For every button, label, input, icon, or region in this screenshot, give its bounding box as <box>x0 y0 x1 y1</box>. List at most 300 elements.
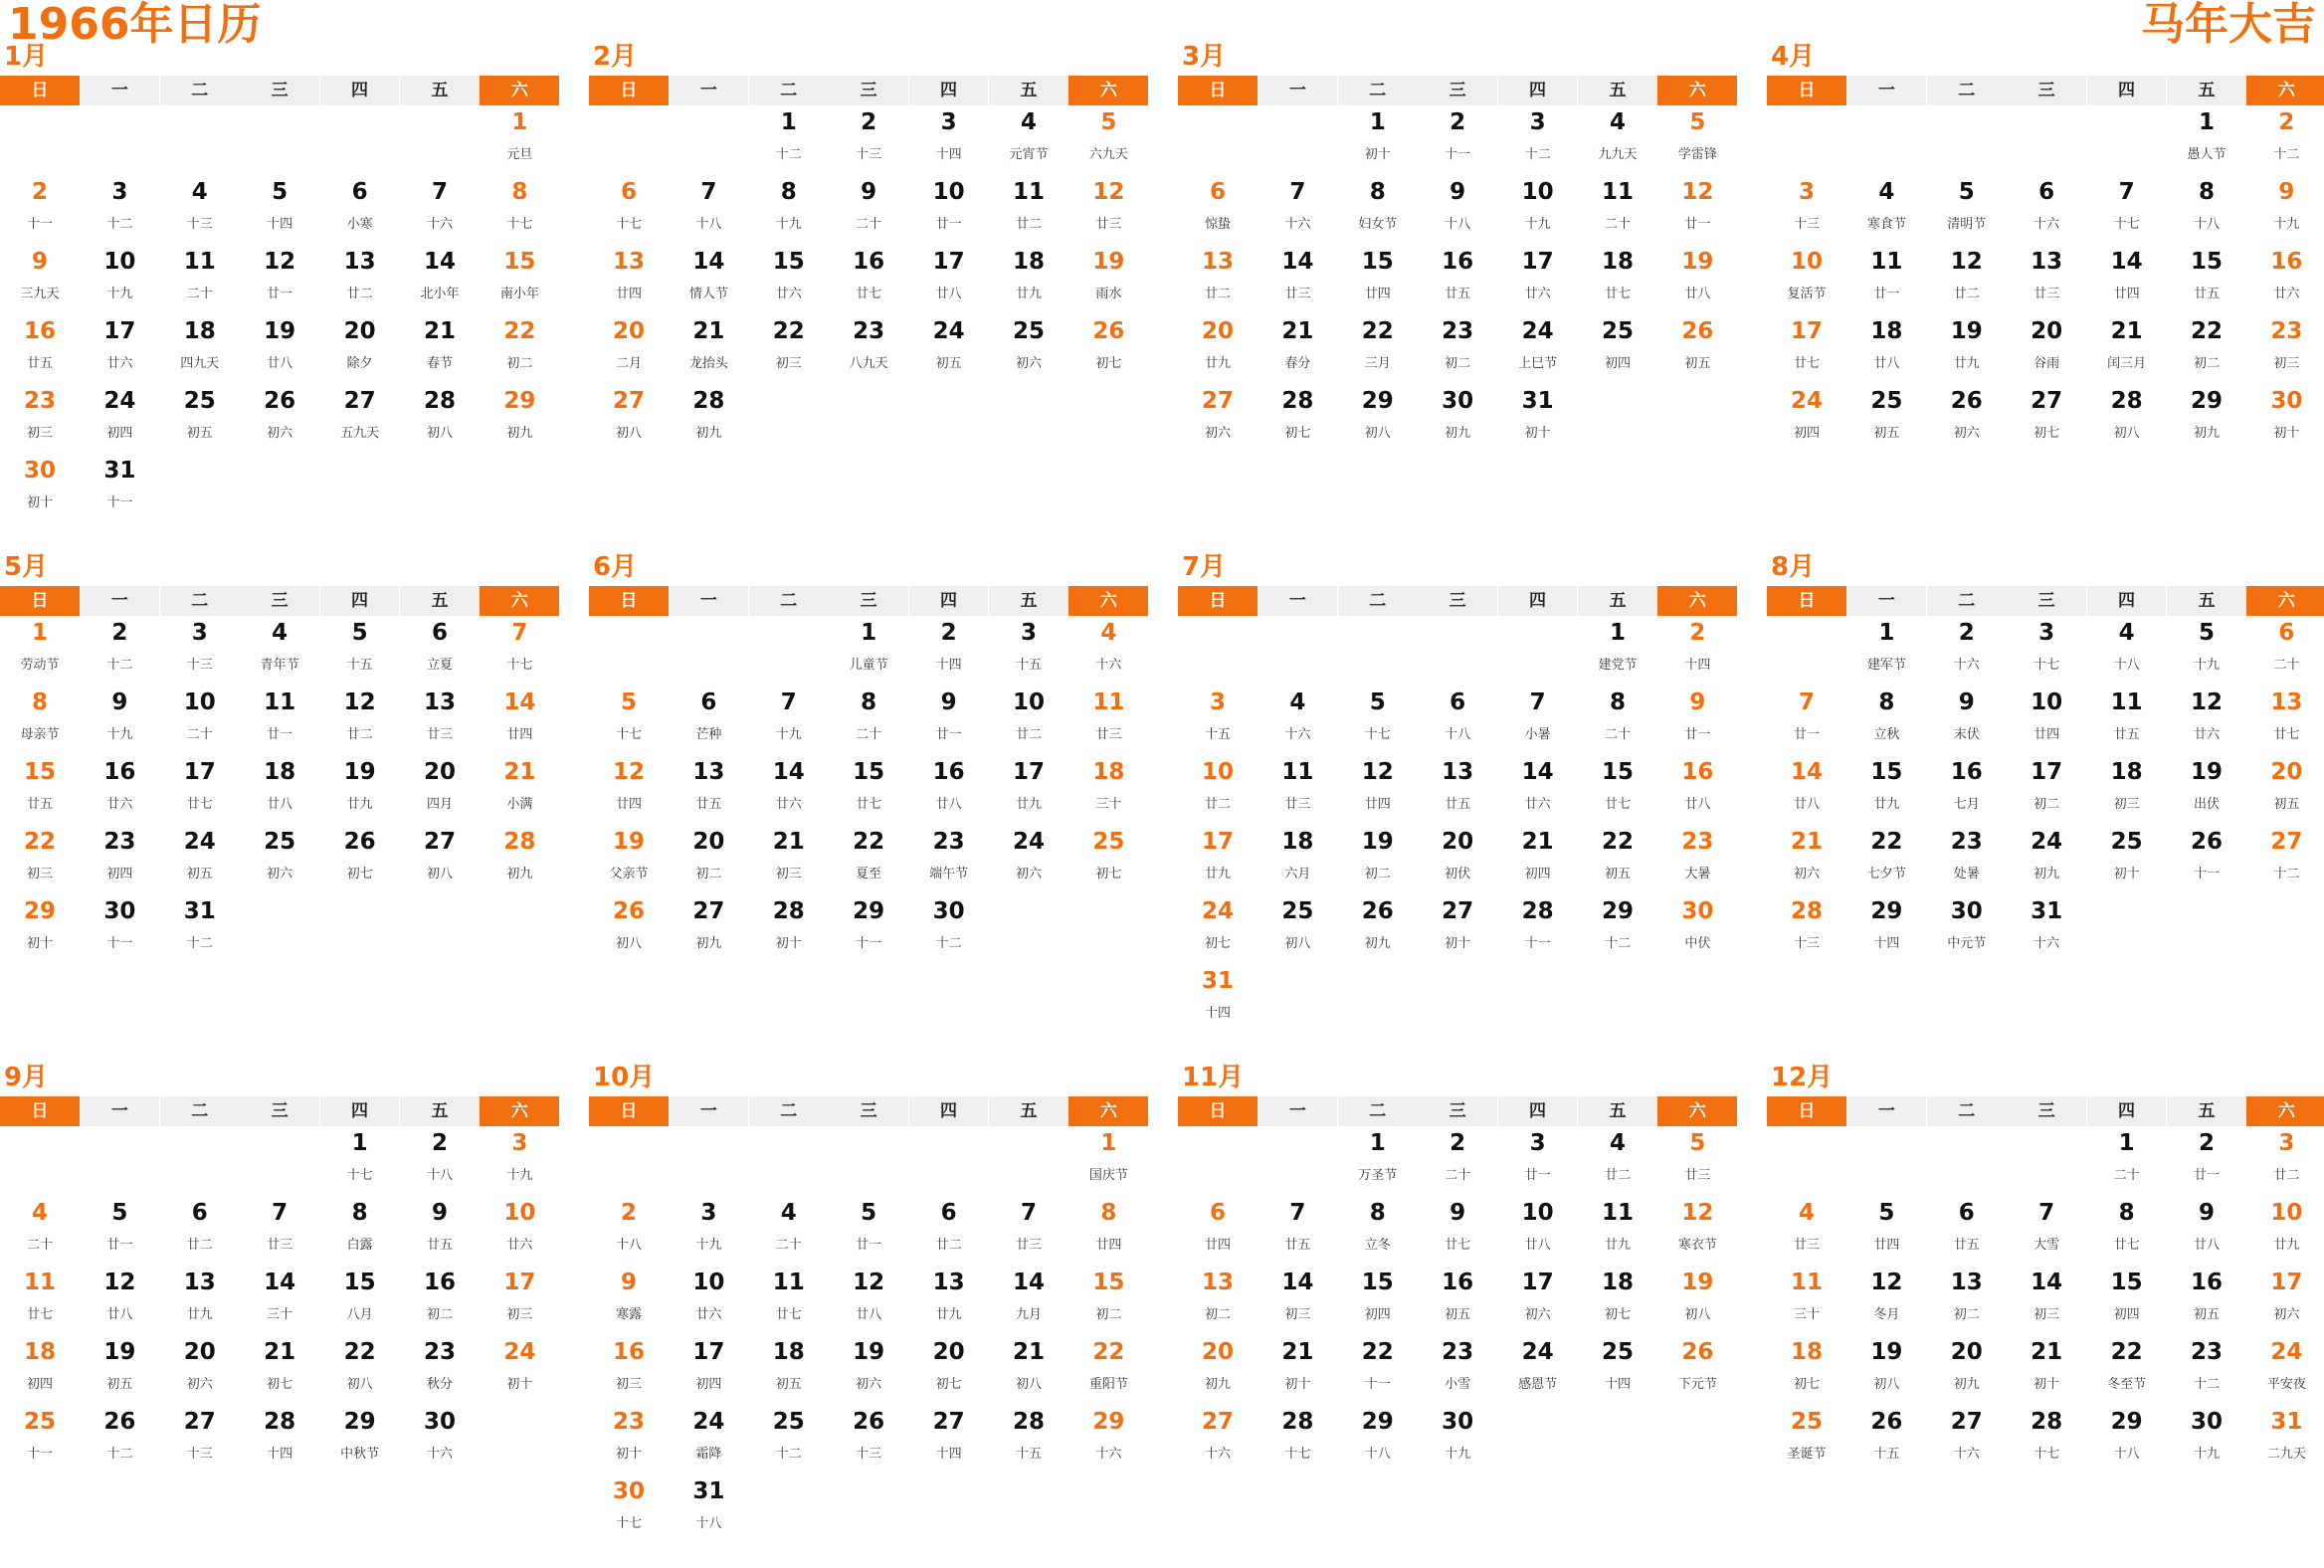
lunar-date: 十七 <box>506 658 533 673</box>
weekday-header: 六 <box>1657 76 1737 105</box>
weekday-header: 五 <box>400 1096 480 1126</box>
lunar-date: 廿八 <box>267 797 293 812</box>
day-number: 10 <box>1012 689 1045 715</box>
day-cell <box>0 454 80 523</box>
day-number: 23 <box>612 1409 645 1435</box>
day-number: 3 <box>1209 689 1226 715</box>
day-number: 19 <box>343 759 376 785</box>
day-cell <box>589 755 669 825</box>
day-number: 2 <box>620 1200 637 1226</box>
day-cell <box>2087 1405 2167 1474</box>
day-number: 25 <box>2110 829 2143 855</box>
day-cell <box>400 314 480 384</box>
lunar-date: 廿三 <box>1793 1238 1820 1253</box>
lunar-date: 十一 <box>26 217 53 232</box>
day-number: 5 <box>861 1200 877 1226</box>
day-number: 16 <box>1442 249 1474 275</box>
day-cell <box>1767 175 1846 245</box>
lunar-date: 初八 <box>426 867 453 882</box>
lunar-date: 廿九 <box>935 1307 962 1322</box>
day-cell <box>1927 1405 2007 1474</box>
day-number: 7 <box>780 689 797 715</box>
day-cell <box>909 755 989 825</box>
day-cell <box>669 175 748 245</box>
day-cell <box>1178 964 1258 1034</box>
day-number: 14 <box>2031 1270 2063 1295</box>
day-number: 10 <box>1521 1200 1554 1226</box>
lunar-date: 十八 <box>695 217 722 232</box>
day-number: 21 <box>772 829 805 855</box>
weekday-header: 五 <box>2167 76 2246 105</box>
weekday-header: 三 <box>2007 586 2086 616</box>
day-number: 23 <box>853 318 885 344</box>
day-number: 18 <box>183 318 216 344</box>
lunar-date: 小雪 <box>1445 1377 1471 1392</box>
day-number: 15 <box>23 759 56 785</box>
day-number: 12 <box>853 1270 885 1295</box>
day-cell <box>749 894 829 964</box>
lunar-date: 初三 <box>2113 797 2140 812</box>
lunar-date: 廿五 <box>695 797 722 812</box>
lunar-date: 闰三月 <box>2107 356 2147 371</box>
day-number: 17 <box>503 1270 536 1295</box>
day-number: 2 <box>940 620 957 646</box>
lunar-date: 十四 <box>267 1447 293 1462</box>
weekday-header: 六 <box>1657 1096 1737 1126</box>
weekday-header: 日 <box>1767 1096 1846 1126</box>
day-number: 27 <box>2270 829 2303 855</box>
day-cell <box>1767 1266 1846 1335</box>
day-cell <box>2246 1335 2324 1405</box>
day-cell <box>240 1196 319 1266</box>
day-cell <box>2167 245 2246 314</box>
day-cell <box>80 686 159 755</box>
day-number: 3 <box>2278 1130 2295 1156</box>
lunar-date: 初三 <box>26 426 53 441</box>
day-cell <box>80 1266 159 1335</box>
weekday-header: 二 <box>1338 76 1418 105</box>
day-number: 12 <box>1092 179 1125 205</box>
day-number: 28 <box>264 1409 296 1435</box>
lunar-date: 廿九 <box>1873 797 1900 812</box>
lunar-date: 二九天 <box>2266 1447 2306 1462</box>
day-cell <box>160 1266 240 1335</box>
day-cell <box>2246 1126 2324 1196</box>
lunar-date: 初九 <box>1953 1377 1980 1392</box>
day-cell <box>160 245 240 314</box>
day-cell <box>989 1196 1068 1266</box>
lunar-date: 初九 <box>695 426 722 441</box>
lunar-date: 初五 <box>186 867 213 882</box>
lunar-date: 廿四 <box>2034 727 2060 742</box>
day-cell <box>829 175 908 245</box>
day-number: 23 <box>1950 829 1983 855</box>
lunar-date: 十一 <box>26 1447 53 1462</box>
day-cell <box>2246 245 2324 314</box>
lunar-date: 八九天 <box>849 356 888 371</box>
lunar-date: 二十 <box>26 1238 53 1253</box>
weekday-header: 三 <box>2007 76 2086 105</box>
weekday-header: 三 <box>1418 586 1497 616</box>
lunar-date: 北小年 <box>420 287 460 301</box>
day-cell <box>1657 175 1737 245</box>
day-number: 27 <box>1950 1409 1983 1435</box>
lunar-date: 龙抬头 <box>688 356 728 371</box>
lunar-date: 中元节 <box>1947 936 1987 951</box>
day-number: 25 <box>1601 318 1634 344</box>
day-cell <box>320 1405 400 1474</box>
day-cell <box>1068 1196 1148 1266</box>
weekday-header: 五 <box>989 76 1068 105</box>
lunar-date: 初十 <box>775 936 802 951</box>
day-cell <box>1498 686 1578 755</box>
day-cell <box>749 105 829 175</box>
weekday-header: 日 <box>0 586 80 616</box>
day-cell <box>589 384 669 454</box>
lunar-date: 十四 <box>1604 1377 1631 1392</box>
day-number: 30 <box>1681 898 1714 924</box>
day-cell <box>1338 1266 1418 1335</box>
lunar-date: 十九 <box>1524 217 1551 232</box>
day-number: 17 <box>1521 1270 1554 1295</box>
lunar-date: 十八 <box>2113 1447 2140 1462</box>
month-8 <box>1767 550 2324 1058</box>
day-number: 10 <box>503 1200 536 1226</box>
day-cell <box>1338 105 1418 175</box>
day-cell <box>160 894 240 964</box>
day-cell <box>1068 1405 1148 1474</box>
lunar-date: 初六 <box>186 1377 213 1392</box>
lunar-date: 初二 <box>1953 1307 1980 1322</box>
lunar-date: 初二 <box>1364 867 1391 882</box>
day-cell <box>320 825 400 894</box>
day-number: 27 <box>1201 388 1234 414</box>
day-number: 22 <box>2190 318 2223 344</box>
weekday-header: 三 <box>240 1096 319 1126</box>
day-number: 1 <box>780 109 797 135</box>
day-number: 1 <box>31 620 48 646</box>
lunar-date: 五九天 <box>340 426 380 441</box>
day-cell <box>1498 105 1578 175</box>
day-cell <box>1927 1335 2007 1405</box>
day-cell <box>1258 1266 1337 1335</box>
lunar-date: 雨水 <box>1095 287 1122 301</box>
day-cell <box>589 245 669 314</box>
day-cell <box>2087 616 2167 686</box>
day-number: 28 <box>1281 1409 1314 1435</box>
lunar-date: 十七 <box>2034 1447 2060 1462</box>
day-number: 18 <box>1870 318 1903 344</box>
day-number: 19 <box>1092 249 1125 275</box>
day-number: 14 <box>264 1270 296 1295</box>
day-number: 27 <box>1201 1409 1234 1435</box>
lunar-date: 十二 <box>2273 867 2300 882</box>
lunar-date: 廿一 <box>2193 1168 2220 1183</box>
month-6 <box>589 550 1148 1058</box>
day-number: 2 <box>861 109 877 135</box>
day-number: 3 <box>191 620 208 646</box>
day-cell <box>2087 686 2167 755</box>
day-cell <box>160 616 240 686</box>
lunar-date: 廿一 <box>1684 217 1711 232</box>
day-cell <box>829 245 908 314</box>
day-number: 22 <box>853 829 885 855</box>
day-number: 7 <box>2038 1200 2055 1226</box>
day-number: 3 <box>511 1130 528 1156</box>
day-number: 28 <box>692 388 725 414</box>
lunar-date: 下元节 <box>1677 1377 1717 1392</box>
day-cell <box>1578 1196 1657 1266</box>
lunar-date: 十三 <box>856 147 882 162</box>
lunar-date: 廿五 <box>1284 1238 1311 1253</box>
day-number: 21 <box>692 318 725 344</box>
lunar-date: 初二 <box>2193 356 2220 371</box>
lunar-date: 初三 <box>2034 1307 2060 1322</box>
day-number: 23 <box>103 829 136 855</box>
lunar-date: 三十 <box>267 1307 293 1322</box>
day-number: 29 <box>343 1409 376 1435</box>
day-cell <box>589 314 669 384</box>
weekday-header: 三 <box>829 76 908 105</box>
lunar-date: 谷雨 <box>2034 356 2060 371</box>
lunar-date: 十九 <box>1445 1447 1471 1462</box>
day-cell <box>989 175 1068 245</box>
lunar-date: 廿六 <box>1524 287 1551 301</box>
day-cell <box>2167 616 2246 686</box>
day-cell <box>2167 1405 2246 1474</box>
weekday-header: 三 <box>2007 1096 2086 1126</box>
month-title: 12月 <box>1771 1063 1834 1092</box>
day-cell <box>1418 245 1497 314</box>
day-cell <box>829 755 908 825</box>
month-title: 5月 <box>4 552 49 582</box>
day-number: 19 <box>1950 318 1983 344</box>
day-number: 13 <box>343 249 376 275</box>
lunar-date: 初三 <box>26 867 53 882</box>
day-number: 18 <box>1281 829 1314 855</box>
day-cell <box>989 245 1068 314</box>
lunar-date: 十九 <box>2273 217 2300 232</box>
lunar-date: 廿七 <box>26 1307 53 1322</box>
day-cell <box>669 894 748 964</box>
lunar-date: 初四 <box>2113 1307 2140 1322</box>
day-number: 21 <box>423 318 456 344</box>
day-cell <box>989 616 1068 686</box>
lunar-date: 二十 <box>186 727 213 742</box>
day-cell <box>1498 1126 1578 1196</box>
day-number: 22 <box>2110 1339 2143 1365</box>
lunar-date: 十六 <box>1284 727 1311 742</box>
day-number: 21 <box>2031 1339 2063 1365</box>
day-cell <box>1578 1126 1657 1196</box>
day-cell <box>1068 686 1148 755</box>
weekday-header: 一 <box>1846 1096 1926 1126</box>
day-number: 6 <box>431 620 448 646</box>
day-cell <box>400 175 480 245</box>
day-number: 5 <box>272 179 289 205</box>
day-number: 15 <box>1361 249 1394 275</box>
day-cell <box>749 1335 829 1405</box>
lunar-date: 初四 <box>26 1377 53 1392</box>
lunar-date: 初七 <box>2034 426 2060 441</box>
lunar-date: 廿八 <box>856 1307 882 1322</box>
day-number: 26 <box>103 1409 136 1435</box>
lunar-date: 初六 <box>856 1377 882 1392</box>
day-number: 10 <box>2031 689 2063 715</box>
day-number: 8 <box>1100 1200 1117 1226</box>
day-number: 30 <box>1442 388 1474 414</box>
day-number: 14 <box>503 689 536 715</box>
day-cell <box>1767 894 1846 964</box>
day-cell <box>749 1266 829 1335</box>
day-number: 30 <box>612 1478 645 1504</box>
day-cell <box>909 1196 989 1266</box>
day-cell <box>1258 894 1337 964</box>
day-number: 24 <box>103 388 136 414</box>
weekday-header: 三 <box>829 586 908 616</box>
day-number: 5 <box>620 689 637 715</box>
day-number: 5 <box>1689 1130 1706 1156</box>
weekday-header: 五 <box>400 586 480 616</box>
day-cell <box>829 825 908 894</box>
day-number: 28 <box>2110 388 2143 414</box>
lunar-date: 十四 <box>935 1447 962 1462</box>
lunar-date: 廿六 <box>1524 797 1551 812</box>
day-cell <box>829 314 908 384</box>
day-number: 28 <box>503 829 536 855</box>
weekday-header: 五 <box>2167 586 2246 616</box>
month-9 <box>0 1061 559 1568</box>
day-number: 15 <box>1870 759 1903 785</box>
day-cell <box>0 314 80 384</box>
day-cell <box>1258 1405 1337 1474</box>
day-cell <box>909 616 989 686</box>
day-cell <box>400 384 480 454</box>
day-cell <box>1498 245 1578 314</box>
weekday-header: 二 <box>160 586 240 616</box>
day-number: 5 <box>1369 689 1386 715</box>
day-cell <box>400 1126 480 1196</box>
lunar-date: 廿六 <box>695 1307 722 1322</box>
day-number: 3 <box>2038 620 2055 646</box>
weekday-header: 二 <box>1927 1096 2007 1126</box>
day-cell <box>400 825 480 894</box>
lunar-date: 十八 <box>1364 1447 1391 1462</box>
day-number: 27 <box>343 388 376 414</box>
day-number: 15 <box>772 249 805 275</box>
day-number: 30 <box>23 458 56 484</box>
day-cell <box>80 894 159 964</box>
lunar-date: 初二 <box>1095 1307 1122 1322</box>
day-cell <box>320 1126 400 1196</box>
lunar-date: 廿六 <box>2193 727 2220 742</box>
day-number: 26 <box>2190 829 2223 855</box>
day-number: 13 <box>2031 249 2063 275</box>
day-cell <box>2246 1405 2324 1474</box>
day-cell <box>1338 1196 1418 1266</box>
day-number: 2 <box>31 179 48 205</box>
day-cell <box>1767 686 1846 755</box>
lunar-date: 初八 <box>1284 936 1311 951</box>
day-cell <box>2167 1266 2246 1335</box>
day-number: 13 <box>1201 1270 1234 1295</box>
month-title: 2月 <box>593 42 638 72</box>
day-number: 15 <box>1601 759 1634 785</box>
day-cell <box>2007 686 2086 755</box>
day-number: 12 <box>1681 1200 1714 1226</box>
day-number: 24 <box>2031 829 2063 855</box>
weekday-header: 一 <box>80 586 159 616</box>
lunar-date: 寒衣节 <box>1677 1238 1717 1253</box>
day-cell <box>1578 175 1657 245</box>
lunar-date: 十八 <box>2193 217 2220 232</box>
lunar-date: 初七 <box>1284 426 1311 441</box>
day-number: 30 <box>1950 898 1983 924</box>
lunar-date: 十八 <box>1445 727 1471 742</box>
day-number: 9 <box>1958 689 1975 715</box>
lunar-date: 初六 <box>1015 867 1042 882</box>
lunar-date: 初九 <box>506 426 533 441</box>
lunar-date: 初九 <box>1364 936 1391 951</box>
day-number: 12 <box>343 689 376 715</box>
weekday-header: 四 <box>2087 586 2167 616</box>
lunar-date: 初六 <box>1524 1307 1551 1322</box>
weekday-header: 日 <box>1178 586 1258 616</box>
lunar-date: 廿一 <box>856 1238 882 1253</box>
lunar-date: 初四 <box>1793 426 1820 441</box>
day-number: 6 <box>191 1200 208 1226</box>
lunar-date: 七夕节 <box>1866 867 1906 882</box>
day-number: 21 <box>1281 1339 1314 1365</box>
lunar-date: 廿三 <box>1684 1168 1711 1183</box>
day-number: 18 <box>1790 1339 1823 1365</box>
lunar-date: 廿八 <box>1684 797 1711 812</box>
lunar-date: 廿四 <box>1364 797 1391 812</box>
month-title: 1月 <box>4 42 49 72</box>
day-number: 18 <box>264 759 296 785</box>
day-cell <box>2246 825 2324 894</box>
lunar-date: 愚人节 <box>2187 147 2227 162</box>
day-number: 29 <box>2190 388 2223 414</box>
day-number: 22 <box>1601 829 1634 855</box>
lunar-date: 廿七 <box>186 797 213 812</box>
day-number: 11 <box>1012 179 1045 205</box>
lunar-date: 七月 <box>1953 797 1980 812</box>
day-cell <box>1657 686 1737 755</box>
lunar-date: 初十 <box>2273 426 2300 441</box>
day-cell <box>1418 314 1497 384</box>
lunar-date: 十七 <box>346 1168 373 1183</box>
weekday-header: 六 <box>2246 76 2324 105</box>
day-cell <box>1338 825 1418 894</box>
day-number: 13 <box>2270 689 2303 715</box>
day-cell <box>1578 755 1657 825</box>
lunar-date: 初九 <box>2034 867 2060 882</box>
day-number: 16 <box>1681 759 1714 785</box>
day-number: 24 <box>932 318 965 344</box>
weekday-header: 日 <box>589 586 669 616</box>
weekday-header: 五 <box>2167 1096 2246 1126</box>
lunar-date: 初六 <box>2273 1307 2300 1322</box>
lunar-date: 初五 <box>775 1377 802 1392</box>
lunar-date: 十九 <box>106 287 133 301</box>
day-number: 4 <box>1100 620 1117 646</box>
day-cell <box>2087 245 2167 314</box>
lunar-date: 初四 <box>1604 356 1631 371</box>
day-number: 17 <box>692 1339 725 1365</box>
lunar-date: 廿二 <box>346 727 373 742</box>
day-number: 13 <box>612 249 645 275</box>
